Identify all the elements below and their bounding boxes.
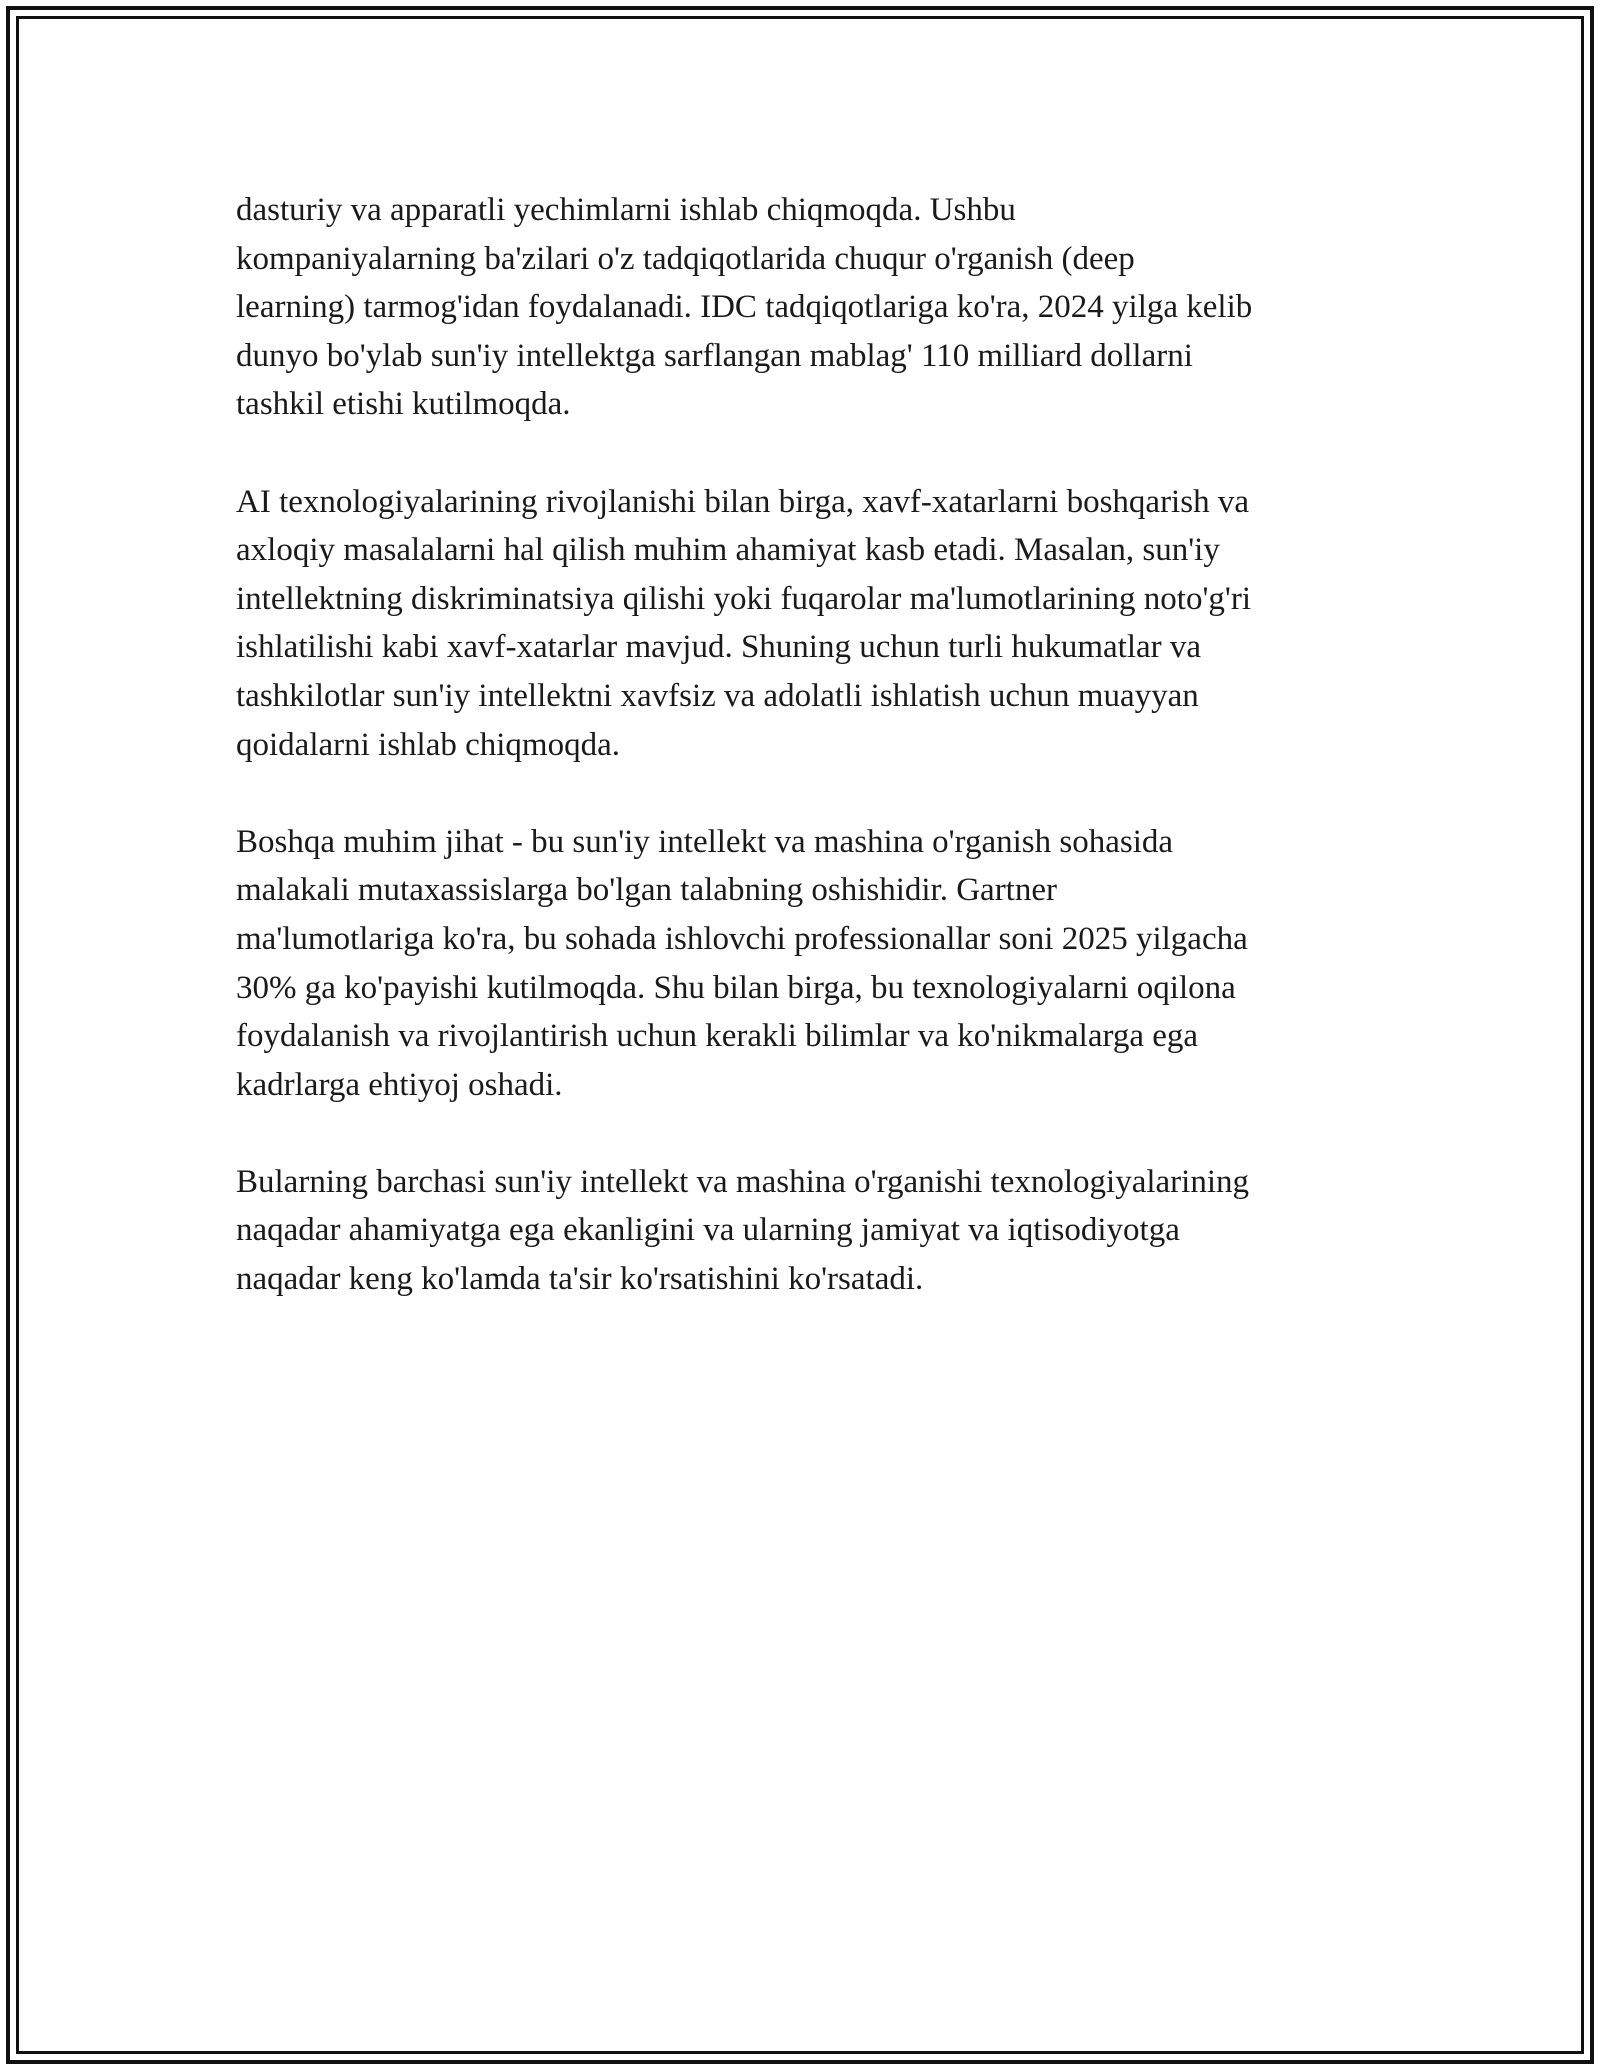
paragraph: dasturiy va apparatli yechimlarni ishlab chiqmoqda. Ushbu kompaniyalarning ba'zilari o'z tadqiqotlarida chuqur o'rganish (deep learning) tarmog'idan foydalanadi. IDC tadqiqotlariga ko'ra, 2024 yilga kelib dunyo bo'ylab sun'iy intellektga sarflangan mablag' 110 milliard dollarni tashkil etishi kutilmoqda. <box>236 192 1253 423</box>
paragraph: Bularning barchasi sun'iy intellekt va mashina o'rganishi texnologiyalarining naqadar ahamiyatga ega ekanligini va ularning jamiyat va iqtisodiyotga naqadar keng ko'lamda ta'sir ko'rsatishini ko'rsatadi. <box>236 1163 1249 1298</box>
document-body <box>236 186 1386 1304</box>
paragraph: AI texnologiyalarining rivojlanishi bilan birga, xavf-xatarlarni boshqarish va axloqiy masalalarni hal qilish muhim ahamiyat kasb etadi. Masalan, sun'iy intellektning diskriminatsiya qilishi yoki fuqarolar ma'lumotlarining noto'g'ri ishlatilishi kabi xavf-xatarlar mavjud. Shuning uchun turli hukumatlar va tashkilotlar sun'iy intellektni xavfsiz va adolatli ishlatish uchun muayyan qoidalarni ishlab chiqmoqda. <box>236 483 1252 763</box>
paragraph: Boshqa muhim jihat - bu sun'iy intellekt va mashina o'rganish sohasida malakali mutaxassislarga bo'lgan talabning oshishidir. Gartner ma'lumotlariga ko'ra, bu sohada ishlovchi professionallar soni 2025 yilgacha 30% ga ko'payishi kutilmoqda. Shu bilan birga, bu texnologiyalarni oqilona foydalanish va rivojlantirish uchun kerakli bilimlar va ko'nikmalarga ega kadrlarga ehtiyoj oshadi. <box>236 823 1248 1103</box>
